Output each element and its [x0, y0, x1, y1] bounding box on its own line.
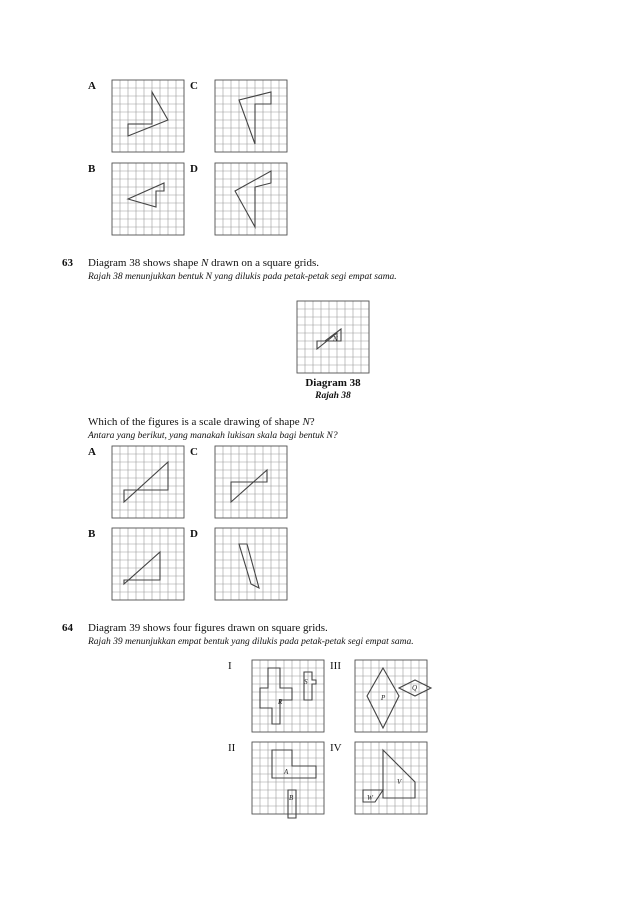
- grid-lines: [112, 163, 184, 235]
- q63-question-en: Which of the figures is a scale drawing of shape N?: [88, 416, 315, 428]
- shape-w-label: W: [367, 794, 373, 802]
- grid-lines: [215, 528, 287, 600]
- grid-lines: [112, 446, 184, 518]
- q64-stem-ms: Rajah 39 menunjukkan empat bentuk yang dilukis pada petak-petak segi empat sama.: [88, 637, 414, 647]
- figure-ii-label: II: [228, 742, 236, 754]
- grid-border: [355, 742, 427, 814]
- figure-iv-label: IV: [330, 742, 342, 754]
- figure-iii-label: III: [330, 660, 341, 672]
- q63-question-ms: Antara yang berikut, yang manakah lukisan skala bagi bentuk N?: [88, 431, 338, 441]
- q64-stem-en: Diagram 39 shows four figures drawn on square grids.: [88, 622, 328, 634]
- q62-option-d-grid: [215, 163, 287, 235]
- shape-s-label: S: [304, 678, 308, 686]
- q62-option-c-label: C: [190, 80, 198, 92]
- q63-stem-en: Diagram 38 shows shape N drawn on a square grids.: [88, 257, 319, 269]
- q63-option-c-grid: [215, 446, 287, 518]
- q62-option-c-grid: [215, 80, 287, 152]
- q63-number: 63: [62, 257, 73, 269]
- q62-option-a-grid: [112, 80, 184, 152]
- q63-option-d-shape: [239, 544, 259, 588]
- figure-iii-grid: [355, 660, 427, 732]
- grid-lines: [215, 80, 287, 152]
- figure-ii-grid: [252, 742, 324, 814]
- shape-v-label: V: [397, 778, 402, 786]
- q63-option-a-label: A: [88, 446, 96, 458]
- q62-option-b-grid: [112, 163, 184, 235]
- figure-iv-grid: [355, 742, 427, 814]
- grid-lines: [112, 80, 184, 152]
- shape-q-label: Q: [412, 684, 418, 692]
- q62-option-d-label: D: [190, 163, 198, 175]
- diagram-38-grid: [297, 301, 369, 373]
- q63-stem-ms: Rajah 38 menunjukkan bentuk N yang dilukis pada petak-petak segi empat sama.: [88, 272, 397, 282]
- shape-w: [363, 790, 383, 802]
- q63-option-b-label: B: [88, 528, 96, 540]
- grid-lines: [252, 660, 324, 732]
- shape-a-label: A: [284, 768, 289, 776]
- q64-number: 64: [62, 622, 73, 634]
- grid-border: [112, 528, 184, 600]
- figure-i-grid: [252, 660, 324, 732]
- q63-option-b-grid: [112, 528, 184, 600]
- shape-p-label: P: [381, 694, 386, 702]
- grid-border: [112, 446, 184, 518]
- grid-border: [112, 80, 184, 152]
- grid-border: [252, 660, 324, 732]
- diagram-38-caption-ms: Rajah 38: [315, 391, 351, 401]
- shape-b-label: B: [289, 794, 294, 802]
- q63-option-c-label: C: [190, 446, 198, 458]
- grid-border: [215, 80, 287, 152]
- grid-lines: [355, 742, 427, 814]
- q62-option-d-shape: [235, 171, 271, 227]
- grid-border: [215, 528, 287, 600]
- grid-lines: [112, 528, 184, 600]
- figure-i-label: I: [228, 660, 232, 672]
- q63-option-d-grid: [215, 528, 287, 600]
- q63-option-a-grid: [112, 446, 184, 518]
- diagram-38-caption: Diagram 38: [305, 377, 361, 389]
- shape-n-label: N: [333, 335, 338, 343]
- q62-option-b-label: B: [88, 163, 96, 175]
- grid-border: [112, 163, 184, 235]
- grid-border: [215, 163, 287, 235]
- q62-option-a-shape: [128, 92, 168, 136]
- q63-option-d-label: D: [190, 528, 198, 540]
- shape-r-label: R: [278, 698, 283, 706]
- grid-lines: [215, 163, 287, 235]
- q63-option-a-shape: [124, 462, 168, 502]
- q62-option-a-label: A: [88, 80, 96, 92]
